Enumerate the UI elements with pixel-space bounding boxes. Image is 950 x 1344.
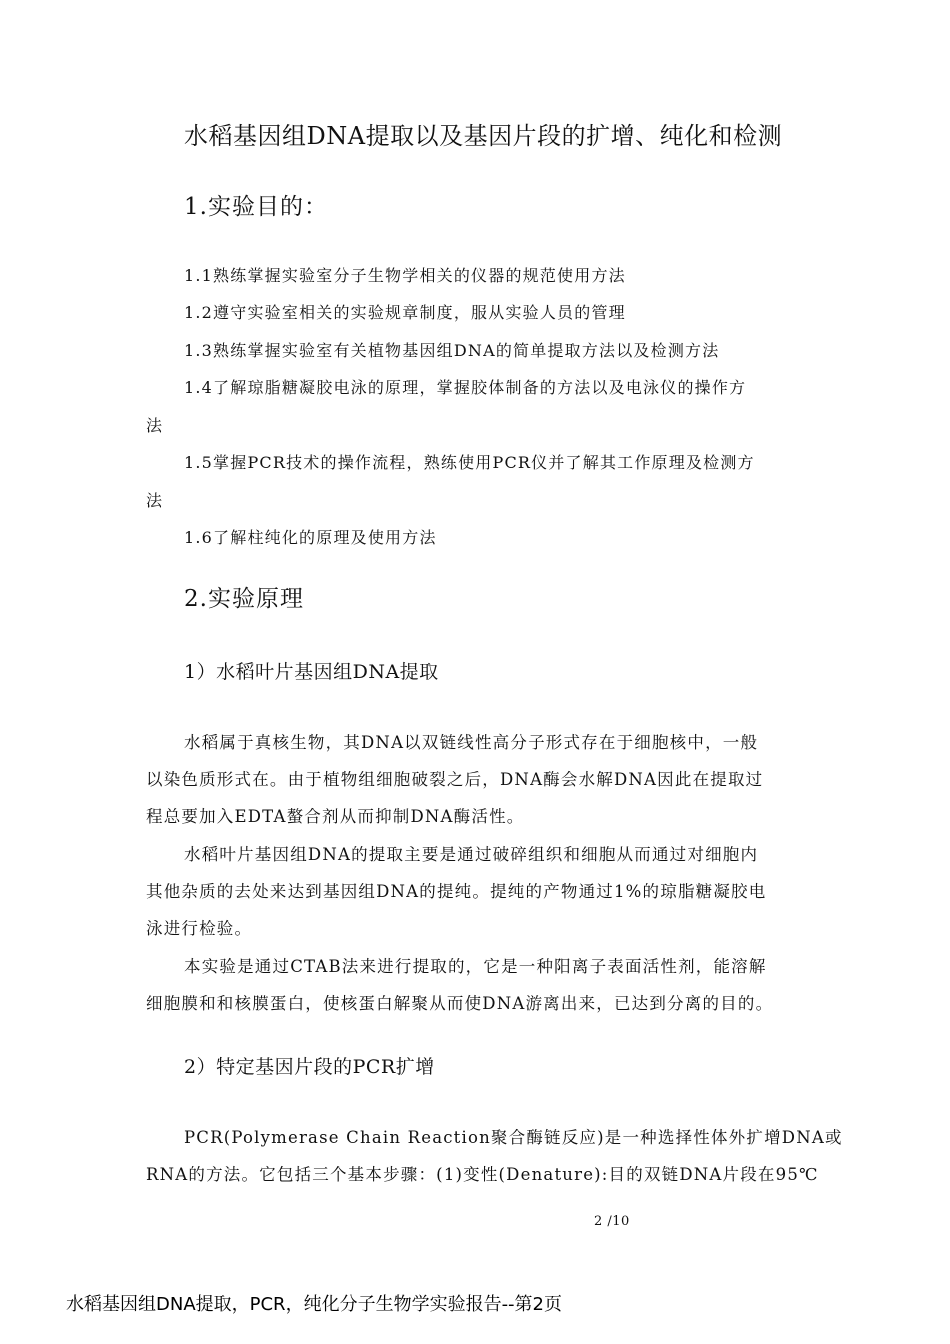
page-number: 2 /10 bbox=[594, 1214, 630, 1229]
subsection-heading-pcr: 2）特定基因片段的PCR扩增 bbox=[184, 1056, 435, 1078]
purpose-item: 1.4了解琼脂糖凝胶电泳的原理，掌握胶体制备的方法以及电泳仪的操作方 bbox=[184, 378, 747, 397]
footer-caption: 水稻基因组DNA提取，PCR，纯化分子生物学实验报告--第2页 bbox=[66, 1294, 563, 1315]
purpose-item: 1.6了解柱纯化的原理及使用方法 bbox=[184, 528, 437, 547]
paragraph-line: 以染色质形式在。由于植物组细胞破裂之后，DNA酶会水解DNA因此在提取过 bbox=[146, 770, 764, 789]
paragraph-line: 本实验是通过CTAB法来进行提取的，它是一种阳离子表面活性剂，能溶解 bbox=[184, 957, 767, 976]
purpose-item: 1.1熟练掌握实验室分子生物学相关的仪器的规范使用方法 bbox=[184, 266, 626, 285]
purpose-item: 1.5掌握PCR技术的操作流程，熟练使用PCR仪并了解其工作原理及检测方 bbox=[184, 453, 755, 472]
paragraph-line: 程总要加入EDTA螯合剂从而抑制DNA酶活性。 bbox=[146, 807, 525, 826]
subsection-heading-dna-extraction: 1）水稻叶片基因组DNA提取 bbox=[184, 661, 439, 683]
paragraph-line: 水稻叶片基因组DNA的提取主要是通过破碎组织和细胞从而通过对细胞内 bbox=[184, 845, 759, 864]
paragraph-line: 泳进行检验。 bbox=[146, 919, 253, 938]
paragraph-line: 细胞膜和和核膜蛋白，使核蛋白解聚从而使DNA游离出来，已达到分离的目的。 bbox=[146, 994, 774, 1013]
paragraph-line: 其他杂质的去处来达到基因组DNA的提纯。提纯的产物通过1%的琼脂糖凝胶电 bbox=[146, 882, 767, 901]
paragraph-line: 水稻属于真核生物，其DNA以双链线性高分子形式存在于细胞核中，一般 bbox=[184, 733, 759, 752]
document-title: 水稻基因组DNA提取以及基因片段的扩增、纯化和检测 bbox=[184, 122, 783, 150]
paragraph-line: RNA的方法。它包括三个基本步骤：(1)变性(Denature):目的双链DNA片段在95℃ bbox=[146, 1165, 819, 1184]
section-heading-principle: 2.实验原理 bbox=[184, 586, 304, 612]
purpose-item-continuation: 法 bbox=[146, 416, 164, 435]
purpose-item: 1.3熟练掌握实验室有关植物基因组DNA的简单提取方法以及检测方法 bbox=[184, 341, 720, 360]
paragraph-line: PCR(Polymerase Chain Reaction聚合酶链反应)是一种选择性体外扩增DNA或 bbox=[184, 1128, 843, 1147]
section-heading-purpose: 1.实验目的： bbox=[184, 194, 328, 220]
purpose-item-continuation: 法 bbox=[146, 491, 164, 510]
purpose-item: 1.2遵守实验室相关的实验规章制度，服从实验人员的管理 bbox=[184, 303, 626, 322]
